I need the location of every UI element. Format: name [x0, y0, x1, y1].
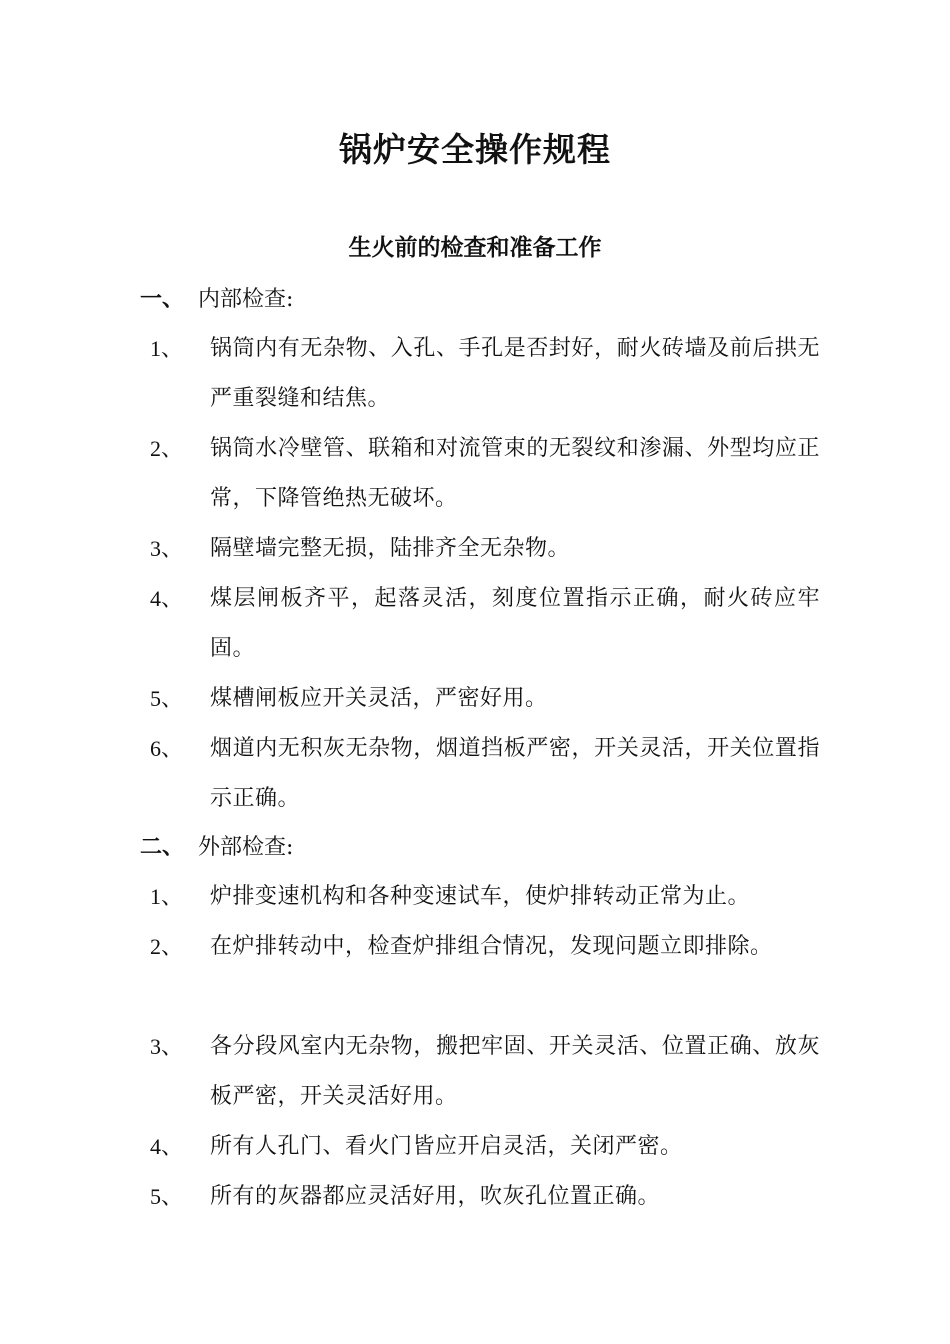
list-item-text: 炉排变速机构和各种变速试车，使炉排转动正常为止。 [210, 884, 751, 909]
list-item-number: 2、 [150, 436, 184, 461]
list-item-number: 1、 [150, 336, 184, 361]
list-item-text: 所有人孔门、看火门皆应开启灵活，关闭严密。 [210, 1134, 683, 1159]
list-item-number: 3、 [150, 536, 184, 561]
list-item-text: 煤层闸板齐平，起落灵活，刻度位置指示正确，耐火砖应牢固。 [210, 586, 820, 661]
list-item-number: 2、 [150, 934, 184, 959]
list-item [150, 424, 820, 524]
list-item-text: 煤槽闸板应开关灵活，严密好用。 [210, 686, 548, 711]
list-item [150, 324, 820, 424]
section-heading-external-inspection [140, 831, 293, 865]
list-item-number: 3、 [150, 1034, 184, 1059]
list-item-number: 5、 [150, 686, 184, 711]
list-item-number: 6、 [150, 736, 184, 761]
section-label: 内部检查: [198, 287, 294, 312]
document-subtitle: 生火前的检查和准备工作 [348, 235, 602, 261]
list-item-text: 各分段风室内无杂物，搬把牢固、开关灵活、位置正确、放灰板严密，开关灵活好用。 [210, 1034, 820, 1109]
section-number: 一、 [140, 287, 185, 312]
list-item-text: 锅筒水冷壁管、联箱和对流管束的无裂纹和渗漏、外型均应正常，下降管绝热无破坏。 [210, 436, 820, 511]
list-item [150, 1172, 820, 1222]
list-item-number: 1、 [150, 884, 184, 909]
list-item-text: 所有的灰器都应灵活好用，吹灰孔位置正确。 [210, 1184, 661, 1209]
list-item [150, 574, 820, 674]
section-heading-internal-inspection [140, 283, 293, 317]
list-item-number: 5、 [150, 1184, 184, 1209]
list-item [150, 724, 820, 824]
list-item-number: 4、 [150, 586, 184, 611]
list-item [150, 922, 820, 972]
section-number: 二、 [140, 835, 185, 860]
list-item [150, 1122, 820, 1172]
list-item [150, 524, 820, 574]
list-item [150, 872, 820, 922]
document-title: 锅炉安全操作规程 [339, 130, 611, 169]
list-item-text: 在炉排转动中，检查炉排组合情况，发现问题立即排除。 [210, 934, 773, 959]
list-item-text: 隔壁墙完整无损，陆排齐全无杂物。 [210, 536, 571, 561]
list-item-text: 烟道内无积灰无杂物，烟道挡板严密，开关灵活，开关位置指示正确。 [210, 736, 820, 811]
list-item [150, 674, 820, 724]
list-item-number: 4、 [150, 1134, 184, 1159]
list-item-text: 锅筒内有无杂物、入孔、手孔是否封好，耐火砖墙及前后拱无严重裂缝和结焦。 [210, 336, 820, 411]
section-label: 外部检查: [198, 835, 294, 860]
list-item [150, 1022, 820, 1122]
